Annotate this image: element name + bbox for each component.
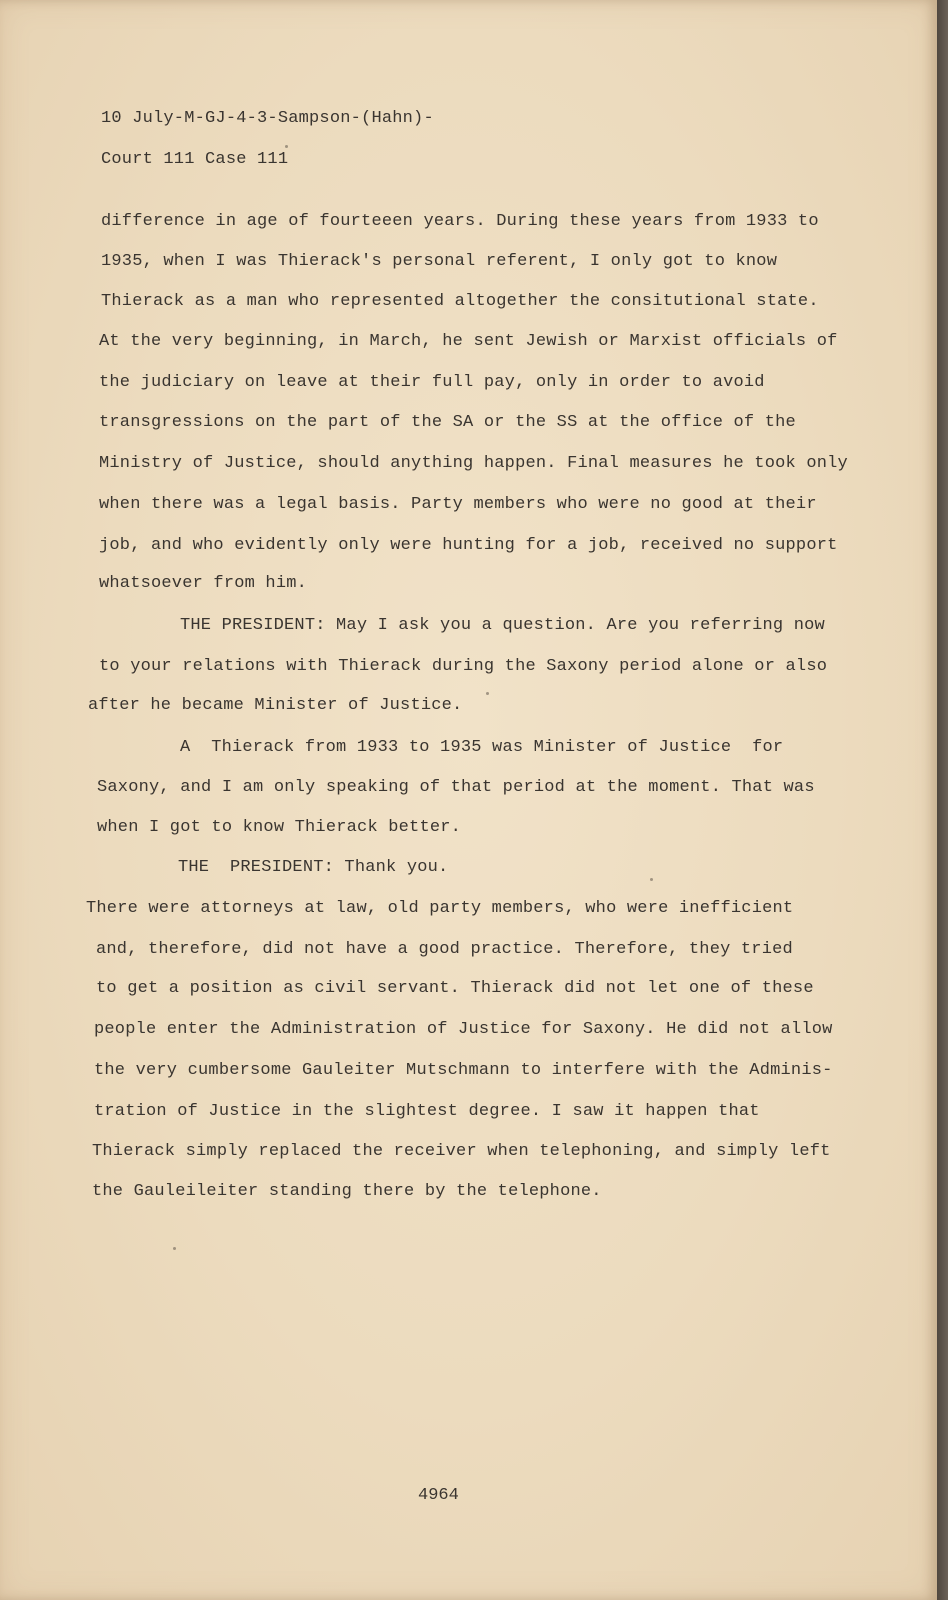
text-line: when I got to know Thierack better. [97,818,462,837]
text-line: after he became Minister of Justice. [88,696,463,715]
text-line: transgressions on the part of the SA or the SS at the office of the [99,413,796,432]
text-line: There were attorneys at law, old party members, who were inefficient [86,899,794,918]
text-line: 1935, when I was Thierack's personal referent, I only got to know [101,252,778,271]
header-line-2: Court 111 Case 111 [101,150,289,169]
text-line: job, and who evidently only were hunting for a job, received no support [99,536,838,555]
text-line: Thierack as a man who represented altogether the consitutional state. [101,292,819,311]
text-line: the judiciary on leave at their full pay, only in order to avoid [99,373,765,392]
text-line: Thierack simply replaced the receiver when telephoning, and simply left [92,1142,831,1161]
paper-speck [650,878,653,881]
text-line: Saxony, and I am only speaking of that period at the moment. That was [97,778,815,797]
text-line: to get a position as civil servant. Thierack did not let one of these [96,979,814,998]
paper-speck [173,1247,176,1250]
paper-speck [285,145,288,148]
text-line: people enter the Administration of Justice for Saxony. He did not allow [94,1020,833,1039]
text-line: the very cumbersome Gauleiter Mutschmann to interfere with the Adminis- [94,1061,833,1080]
scan-edge [937,0,948,1600]
text-line: difference in age of fourteeen years. During these years from 1933 to [101,212,819,231]
text-line: At the very beginning, in March, he sent Jewish or Marxist officials of [99,332,838,351]
answer-line: A Thierack from 1933 to 1935 was Minister of Justice for [180,738,784,757]
header-line-1: 10 July-M-GJ-4-3-Sampson-(Hahn)- [101,109,434,128]
text-line: the Gauleileiter standing there by the telephone. [92,1182,602,1201]
paper-speck [486,692,489,695]
text-line: and, therefore, did not have a good practice. Therefore, they tried [96,940,793,959]
president-thanks-line: THE PRESIDENT: Thank you. [178,858,449,877]
text-line: tration of Justice in the slightest degree. I saw it happen that [94,1102,760,1121]
text-line: to your relations with Thierack during the Saxony period alone or also [99,657,828,676]
text-line: whatsoever from him. [99,574,308,593]
text-line: when there was a legal basis. Party members who were no good at their [99,495,817,514]
president-question-line: THE PRESIDENT: May I ask you a question. Are you referring now [180,616,825,635]
page-number: 4964 [418,1486,459,1505]
text-line: Ministry of Justice, should anything happen. Final measures he took only [99,454,848,473]
